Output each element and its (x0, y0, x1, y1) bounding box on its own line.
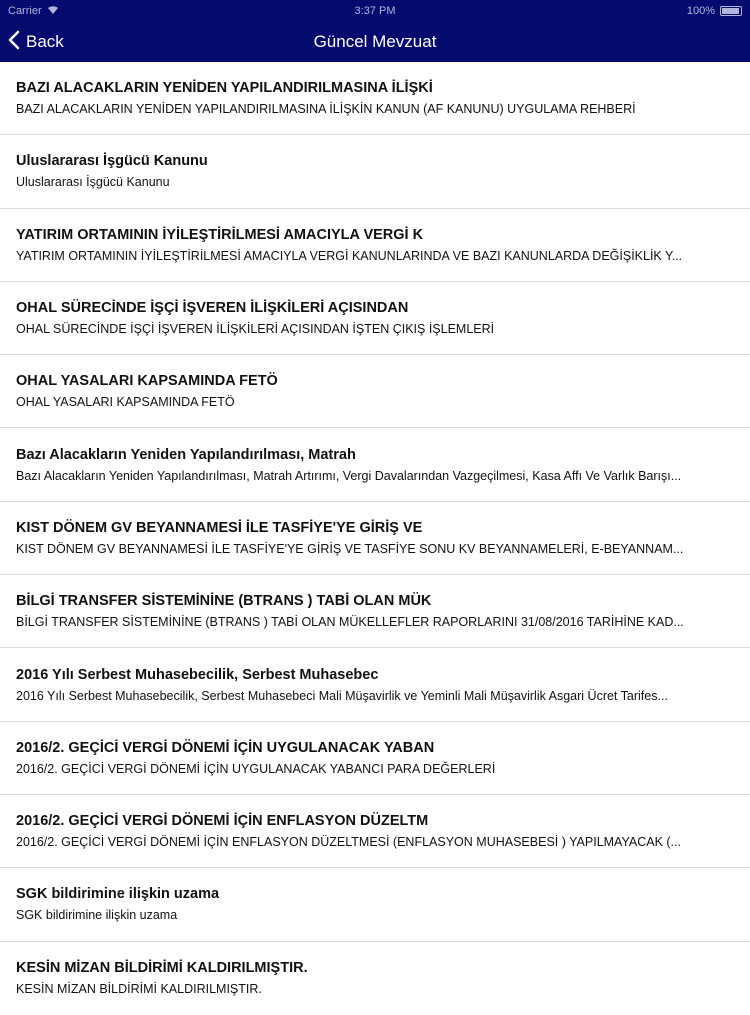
list-item-title: 2016/2. GEÇİCİ VERGİ DÖNEMİ İÇİN UYGULANACAK YABAN (16, 739, 435, 756)
status-time: 3:37 PM (354, 5, 396, 17)
back-label: Back (26, 32, 64, 51)
list-item-title: KESİN MİZAN BİLDİRİMİ KALDIRILMIŞTIR. (16, 960, 308, 977)
list-item-title: BİLGİ TRANSFER SİSTEMİNİNE (BTRANS ) TABİ OLAN MÜK (16, 593, 432, 610)
back-button[interactable] (8, 22, 64, 62)
list-item-title: SGK bildirimine ilişkin uzama (16, 886, 220, 903)
list-item-title: 2016 Yılı Serbest Muhasebecilik, Serbest Muhasebec (16, 666, 379, 683)
list-item[interactable] (0, 868, 750, 941)
list-item-subtitle: YATIRIM ORTAMININ İYİLEŞTİRİLMESİ AMACIYLA VERGİ KANUNLARINDA VE BAZI KANUNLARDA DEĞİŞİKLİK Y... (16, 248, 683, 263)
list-item[interactable] (0, 722, 750, 795)
wifi-icon (47, 5, 59, 18)
list-item-subtitle: 2016/2. GEÇİCİ VERGİ DÖNEMİ İÇİN ENFLASYON DÜZELTMESİ (ENFLASYON MUHASEBESİ ) YAPILMAYACAK (... (16, 835, 681, 850)
list-item-subtitle: Bazı Alacakların Yeniden Yapılandırılması, Matrah Artırımı, Vergi Davalarından Vazgeçilmesi, Kasa Affı Ve Varlık Barışı... (16, 468, 682, 483)
navigation-bar (0, 22, 750, 62)
list-item[interactable] (0, 209, 750, 282)
list-item[interactable] (0, 135, 750, 208)
list-item-subtitle: 2016 Yılı Serbest Muhasebecilik, Serbest Muhasebeci Mali Müşavirlik ve Yeminli Mali Müşavirlik Asgari Ücret Tarifes... (16, 688, 668, 703)
list-item-subtitle: Uluslararası İşgücü Kanunu (16, 175, 170, 190)
list-item-title: YATIRIM ORTAMININ İYİLEŞTİRİLMESİ AMACIYLA VERGİ K (16, 226, 424, 243)
list-item-title: BAZI ALACAKLARIN YENİDEN YAPILANDIRILMASINA İLİŞKİ (16, 80, 433, 97)
list-item-subtitle: KIST DÖNEM GV BEYANNAMESİ İLE TASFİYE'YE GİRİŞ VE TASFİYE SONU KV BEYANNAMELERİ, E-BEYANNAM... (16, 541, 684, 556)
list-item-subtitle: BİLGİ TRANSFER SİSTEMİNİNE (BTRANS ) TABİ OLAN MÜKELLEFLER RAPORLARINI 31/08/2016 TARİHİNE KAD... (16, 615, 684, 630)
list-item-title: KIST DÖNEM GV BEYANNAMESİ İLE TASFİYE'YE GİRİŞ VE (16, 519, 423, 536)
list-item[interactable] (0, 795, 750, 868)
battery-percent: 100% (686, 5, 715, 17)
list-item-title: 2016/2. GEÇİCİ VERGİ DÖNEMİ İÇİN ENFLASYON DÜZELTM (16, 813, 429, 830)
list-item-title: Bazı Alacakların Yeniden Yapılandırılması, Matrah (16, 446, 356, 463)
carrier-label: Carrier (8, 5, 42, 17)
page-title: Güncel Mevzuat (313, 32, 437, 51)
status-right (687, 5, 742, 17)
legislation-list (0, 62, 750, 1015)
list-item[interactable] (0, 62, 750, 135)
chevron-left-icon (8, 30, 20, 55)
list-item-subtitle: 2016/2. GEÇİCİ VERGİ DÖNEMİ İÇİN UYGULANACAK YABANCI PARA DEĞERLERİ (16, 761, 496, 776)
list-item-subtitle: OHAL YASALARI KAPSAMINDA FETÖ (16, 395, 235, 410)
list-item[interactable] (0, 355, 750, 428)
list-item-subtitle: SGK bildirimine ilişkin uzama (16, 908, 178, 923)
list-item[interactable] (0, 428, 750, 501)
list-item[interactable] (0, 502, 750, 575)
list-item[interactable] (0, 648, 750, 721)
list-item-title: OHAL YASALARI KAPSAMINDA FETÖ (16, 373, 278, 390)
list-item-subtitle: KESİN MİZAN BİLDİRİMİ KALDIRILMIŞTIR. (16, 982, 262, 997)
list-item[interactable] (0, 942, 750, 1015)
status-bar (0, 0, 750, 22)
list-item-subtitle: OHAL SÜRECİNDE İŞÇİ İŞVEREN İLİŞKİLERİ AÇISINDAN İŞTEN ÇIKIŞ İŞLEMLERİ (16, 322, 495, 337)
list-item[interactable] (0, 282, 750, 355)
list-item[interactable] (0, 575, 750, 648)
battery-icon (720, 6, 742, 16)
status-left (8, 5, 59, 18)
list-item-subtitle: BAZI ALACAKLARIN YENİDEN YAPILANDIRILMASINA İLİŞKİN KANUN (AF KANUNU) UYGULAMA REHBERİ (16, 102, 636, 117)
list-item-title: OHAL SÜRECİNDE İŞÇİ İŞVEREN İLİŞKİLERİ AÇISINDAN (16, 300, 409, 317)
list-item-title: Uluslararası İşgücü Kanunu (16, 153, 208, 170)
